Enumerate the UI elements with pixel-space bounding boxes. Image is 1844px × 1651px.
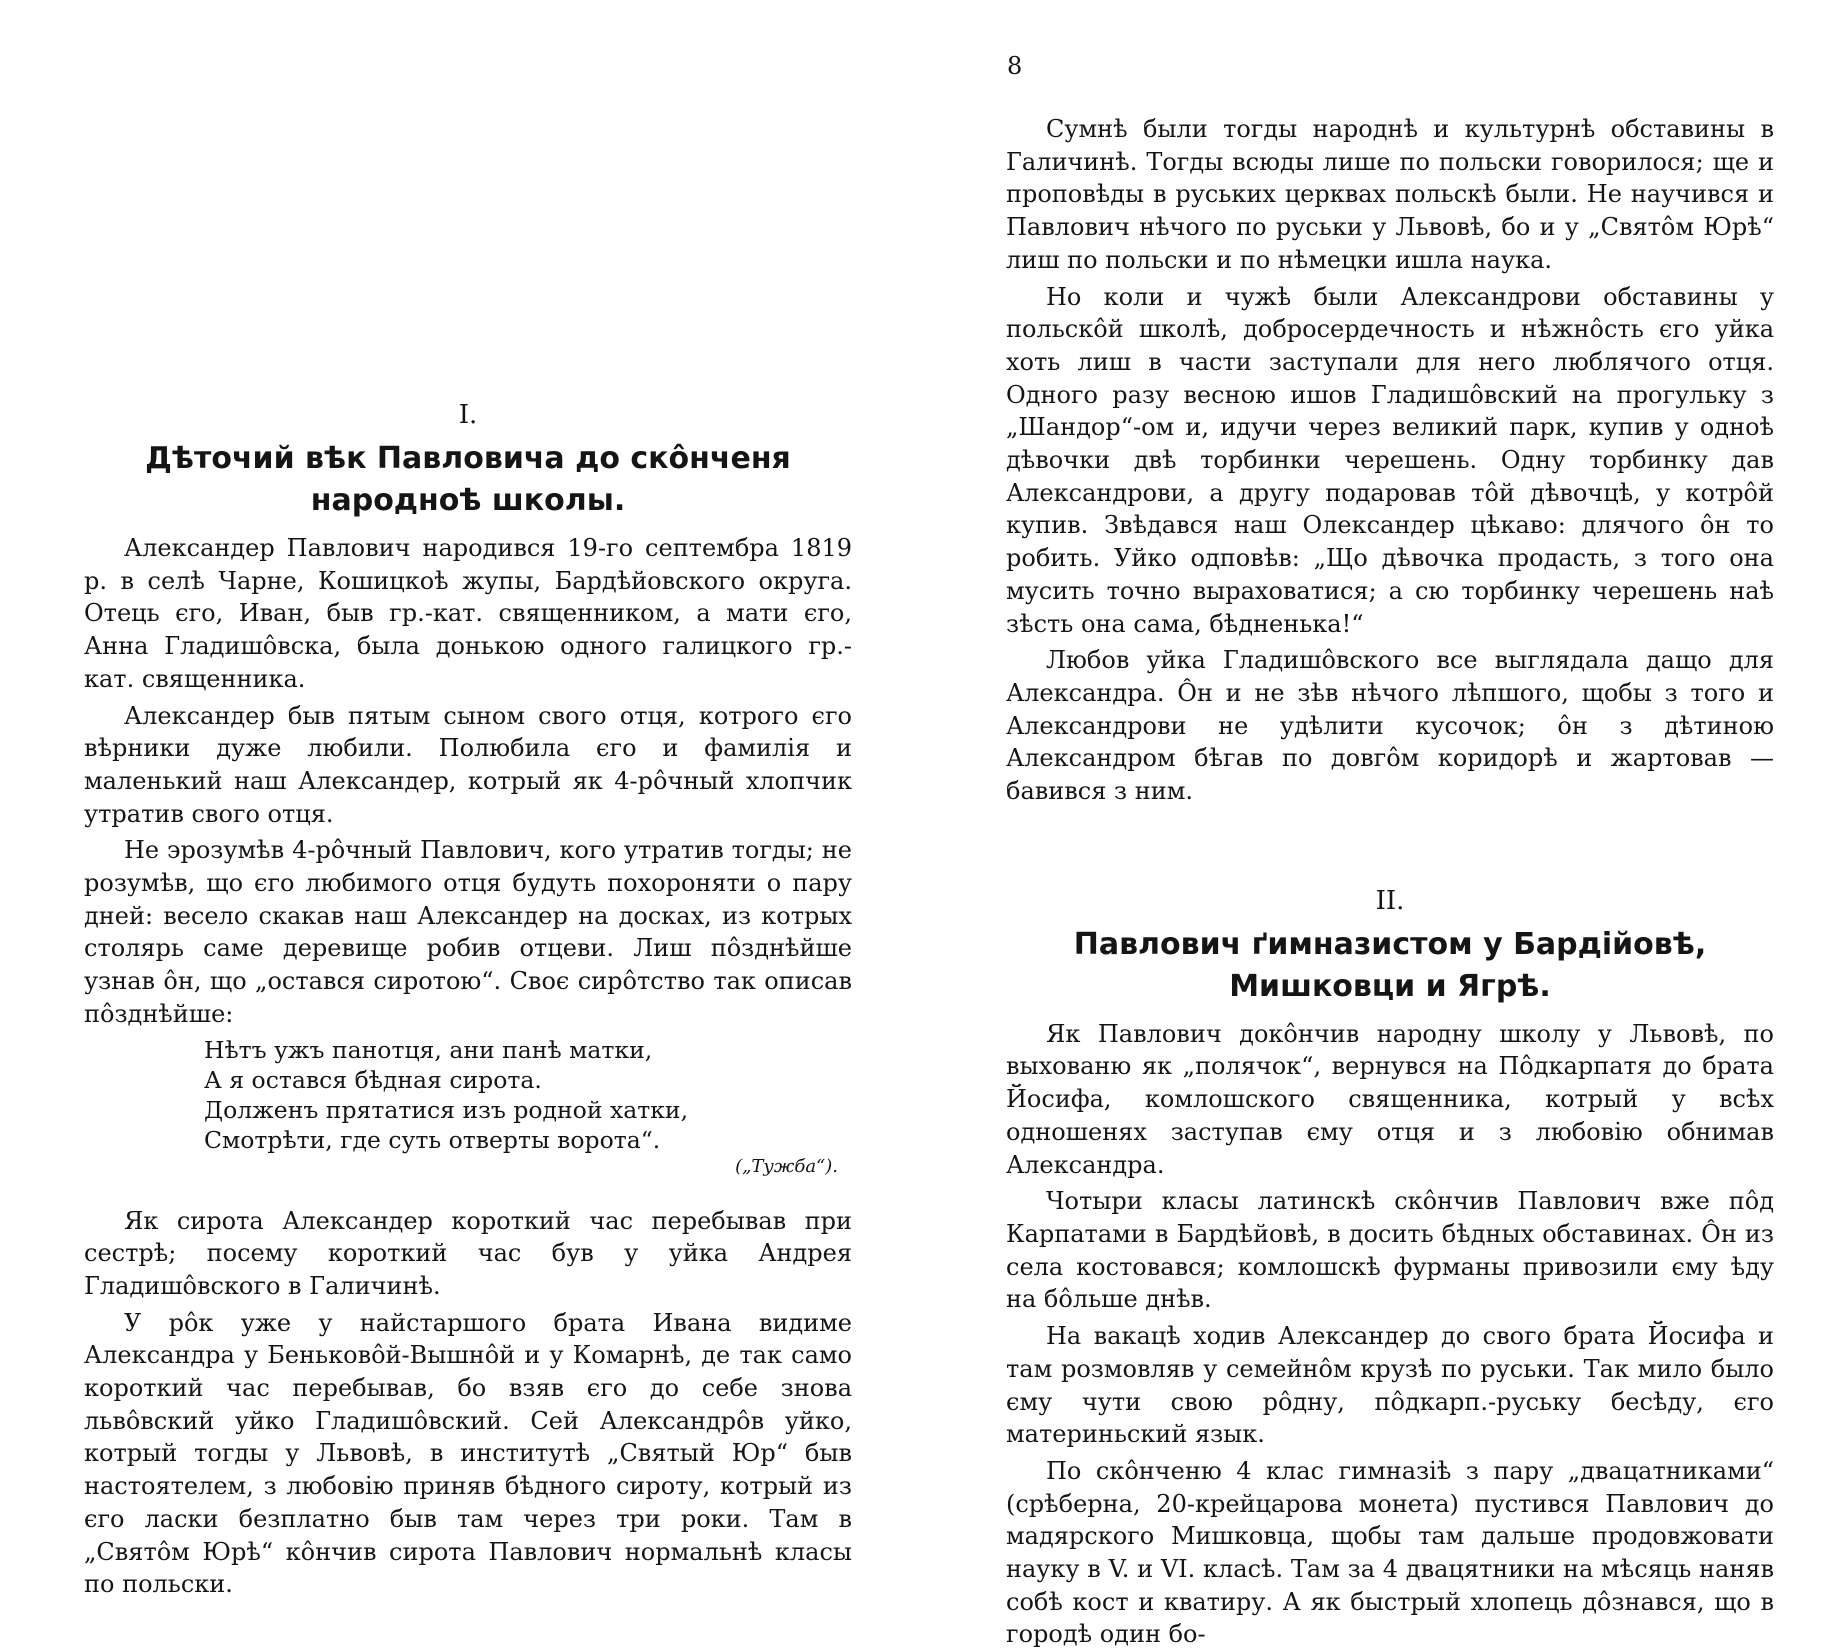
page-number: 8 bbox=[1007, 52, 1023, 80]
paragraph: Александер Павлович народився 19-го септембра 1819 р. в селѣ Чарне, Кошицкоѣ жупы, Бардѣйовского округа. Отець єго, Иван, быв гр.-кат. священником, а мати єго, Анна Гладишôвска, была донькою одного галицкого гр.-кат. священника. bbox=[84, 534, 852, 693]
right-page bbox=[922, 0, 1844, 1649]
paragraph: Не эрозумѣв 4-рôчный Павлович, кого утратив тогды; не розумѣв, що єго любимого отця будуть похороняти о пару дней: весело скакав наш Александер на досках, из котрых столярь саме деревище робив отцеви. Лиш пôзднѣйше узнав ôн, що „остався сиротою“. Своє сирôтство так описав пôзднѣйше: bbox=[84, 836, 852, 1028]
poem-line: Нѣтъ ужъ панотця, ани панѣ матки, bbox=[204, 1035, 653, 1064]
section-number: I. bbox=[458, 400, 478, 430]
section-title: Павлович ґимназистом у Бардійовѣ, Мишковци и Ягрѣ. bbox=[1073, 926, 1707, 1004]
paragraph: Чотыри класы латинскѣ скôнчив Павлович вже пôд Карпатами в Бардѣйовѣ, в досить бѣдных обставинах. Ôн из села костовався; комлошскѣ фурманы привозили єму ѣду на бôльше днѣв. bbox=[1006, 1187, 1774, 1314]
poem-quote bbox=[84, 1035, 852, 1155]
paragraph: Но коли и чужѣ были Александрови обставины у польскôй школѣ, добросердечность и нѣжнôсть єго уйка хоть лиш в части заступали для него люблячого отця. Одного разу весною ишов Гладишôвский на прогульку з „Шандор“-ом и, идучи через великий парк, купив у одноѣ дѣвочки двѣ торбинки черешень. Одну торбинку дав Александрови, а другу подаровав тôй дѣвочцѣ, у котрôй купив. Звѣдався наш Олександер цѣкаво: длячого ôн то робить. Уйко одповѣв: „Що дѣвочка продасть, з того она мусить точно выраховатися; а сю торбинку черешень наѣ зѣсть она сама, бѣдненька!“ bbox=[1006, 282, 1774, 638]
section-spacer bbox=[1006, 808, 1774, 886]
poem-line: А я остався бѣдная сирота. bbox=[204, 1065, 542, 1094]
paragraph: Сумнѣ были тогды народнѣ и культурнѣ обставины в Галичинѣ. Тогды всюды лише по польски говорилося; ще и проповѣды в руських церквах польскѣ были. Не научився и Павлович нѣчого по руськи у Львовѣ, бо и у „Святôм Юрѣ“ лиш по польски и по нѣмецки ишла наука. bbox=[1006, 115, 1774, 274]
section-title: Дѣточий вѣк Павловича до скôнченя народноѣ школы. bbox=[145, 441, 791, 518]
poem-line: Долженъ прятатися изъ родной хатки, bbox=[204, 1095, 689, 1124]
poem-source: („Тужба“). bbox=[735, 1155, 838, 1177]
paragraph: Александер быв пятым сыном свого отця, котрого єго вѣрники дуже любили. Полюбила єго и фамилія и маленький наш Александер, котрый як 4-рôчный хлопчик утратив свого отця. bbox=[84, 701, 852, 828]
paragraph: Як сирота Александер короткий час перебывав при сестрѣ; посему короткий час був у уйка Андрея Гладишôвского в Галичинѣ. bbox=[84, 1206, 852, 1300]
paragraph: У рôк уже у найстаршого брата Ивана видиме Александра у Беньковôй-Вышнôй и у Комарнѣ, де так само короткий час перебывав, бо взяв єго до себе знова львôвский уйко Гладишôвский. Сей Александрôв уйко, котрый тогды у Львовѣ, в институтѣ „Святый Юр“ быв настоятелем, з любовію приняв бѣдного сироту, котрый из єго ласки безплатно быв там через три роки. Там в „Святôм Юрѣ“ кôнчив сирота Павлович нормальнѣ класы по польски. bbox=[84, 1308, 852, 1599]
right-page-content bbox=[1006, 113, 1774, 1651]
section-number: II. bbox=[1375, 885, 1405, 916]
poem-line: Смотрѣти, где суть отверты ворота“. bbox=[204, 1125, 661, 1154]
paragraph: На вакацѣ ходив Александер до свого брата Йосифа и там розмовляв у семейнôм крузѣ по руськи. Так мило было єму чути свою рôдну, пôдкарп.-руську бесѣду, єго материньский язык. bbox=[1006, 1322, 1774, 1449]
paragraph: Любов уйка Гладишôвского все выглядала дащо для Александра. Ôн и не зѣв нѣчого лѣпшого, щобы з того и Александрови не удѣлити кусочок; ôн з дѣтиною Александром бѣгав по довгôм коридорѣ и жартовав — бавився з ним. bbox=[1006, 646, 1774, 806]
paragraph: Як Павлович докôнчив народну школу у Львовѣ, по выхованю як „полячок“, вернувся на Пôдкарпатя до брата Йосифа, комлошского священника, котрый у всѣх одношенях заступав єму отця и з любовію обнимав Александра. bbox=[1006, 1019, 1774, 1179]
left-page-content bbox=[84, 400, 852, 1601]
left-page bbox=[0, 0, 922, 1599]
paragraph: По скôнченю 4 клас гимназіѣ з пару „двацатниками“ (срѣберна, 20-крейцарова монета) пустився Павлович до мадярского Мишковца, щобы там дальше продовжовати науку в V. и VI. класѣ. Там за 4 двацятники на мѣсяць наняв собѣ кост и кватиру. А як быстрый хлопець дôзнався, що в городѣ один бо- bbox=[1006, 1456, 1774, 1649]
